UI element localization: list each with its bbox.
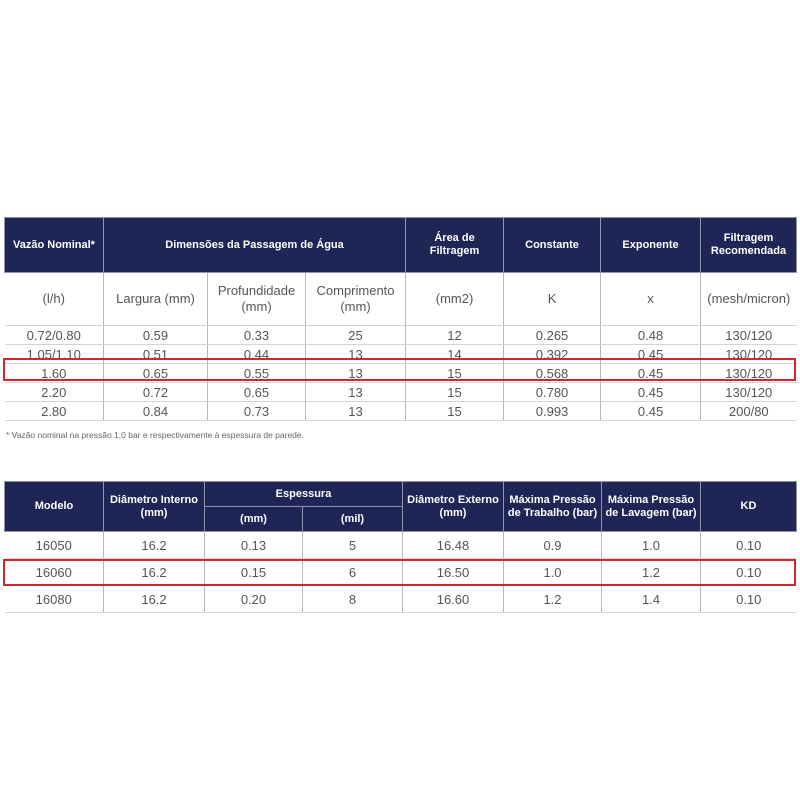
table-cell: 16.60 (403, 586, 504, 613)
table-cell: 0.20 (205, 586, 303, 613)
table-cell: 0.84 (104, 402, 208, 421)
table-cell: 0.65 (104, 364, 208, 383)
header-pressao-lavagem: Máxima Pressão de Lavagem (bar) (602, 482, 701, 532)
table-row (5, 532, 797, 559)
table-cell: 0.51 (104, 345, 208, 364)
table-cell: 0.73 (208, 402, 306, 421)
table-cell: 0.33 (208, 326, 306, 345)
unit-cell: K (504, 273, 601, 326)
table-cell: 0.44 (208, 345, 306, 364)
table-cell: 13 (306, 364, 406, 383)
units-row (5, 273, 797, 326)
table-cell: 200/80 (701, 402, 797, 421)
table-cell: 0.45 (601, 383, 701, 402)
header-filtragem: Filtragem Recomendada (701, 218, 797, 273)
table-cell: 0.55 (208, 364, 306, 383)
unit-cell: (mesh/micron) (701, 273, 797, 326)
table-row (5, 326, 797, 345)
table-cell: 0.65 (208, 383, 306, 402)
table-cell: 0.45 (601, 364, 701, 383)
unit-cell: Profundidade (mm) (208, 273, 306, 326)
table-cell: 2.80 (5, 402, 104, 421)
table-cell: 15 (406, 383, 504, 402)
highlight-box-row-16060 (3, 559, 796, 586)
unit-cell: Comprimento (mm) (306, 273, 406, 326)
table-cell: 0.265 (504, 326, 601, 345)
table-cell: 12 (406, 326, 504, 345)
table-cell: 130/120 (701, 345, 797, 364)
table-cell: 16.48 (403, 532, 504, 559)
header-espessura: Espessura (205, 482, 403, 507)
header-diametro-externo: Diâmetro Externo (mm) (403, 482, 504, 532)
table-cell: 1.0 (602, 532, 701, 559)
table-cell: 16060 (5, 559, 104, 586)
table-cell: 15 (406, 364, 504, 383)
table-cell: 25 (306, 326, 406, 345)
table-row (5, 383, 797, 402)
table-cell: 0.72/0.80 (5, 326, 104, 345)
table-cell: 8 (303, 586, 403, 613)
table-cell: 16050 (5, 532, 104, 559)
header-modelo: Modelo (5, 482, 104, 532)
table-cell: 0.993 (504, 402, 601, 421)
table-cell: 15 (406, 402, 504, 421)
table-cell: 0.392 (504, 345, 601, 364)
table-cell: 1.4 (602, 586, 701, 613)
table-cell: 16080 (5, 586, 104, 613)
table-cell: 0.59 (104, 326, 208, 345)
table-cell: 130/120 (701, 383, 797, 402)
table-cell: 2.20 (5, 383, 104, 402)
header-expoente: Exponente (601, 218, 701, 273)
table-cell: 1.2 (602, 559, 701, 586)
table-cell: 130/120 (701, 326, 797, 345)
table-cell: 0.10 (701, 559, 797, 586)
header-pressao-trabalho: Máxima Pressão de Trabalho (bar) (504, 482, 602, 532)
table-cell: 13 (306, 383, 406, 402)
table-cell: 1.05/1.10 (5, 345, 104, 364)
table-cell: 1.60 (5, 364, 104, 383)
unit-cell: (l/h) (5, 273, 104, 326)
table-cell: 16.2 (104, 559, 205, 586)
table-row (5, 586, 797, 613)
table-cell: 16.2 (104, 586, 205, 613)
unit-cell: x (601, 273, 701, 326)
table-cell: 16.50 (403, 559, 504, 586)
table-cell: 16.2 (104, 532, 205, 559)
model-specs-table (4, 481, 797, 613)
table-cell: 5 (303, 532, 403, 559)
table-cell: 0.48 (601, 326, 701, 345)
table-row (5, 402, 797, 421)
table-cell: 1.2 (504, 586, 602, 613)
table-cell: 0.10 (701, 586, 797, 613)
header-dimensoes: Dimensões da Passagem de Água (104, 218, 406, 273)
table-cell: 130/120 (701, 364, 797, 383)
table-cell: 6 (303, 559, 403, 586)
header-kd: KD (701, 482, 797, 532)
footnote: * Vazão nominal na pressão 1,0 bar e respectivamente à espessura de parede. (6, 430, 304, 440)
table-cell: 14 (406, 345, 504, 364)
table-cell: 1.0 (504, 559, 602, 586)
table-cell: 0.568 (504, 364, 601, 383)
table-cell: 0.10 (701, 532, 797, 559)
table-cell: 0.45 (601, 402, 701, 421)
table-cell: 0.45 (601, 345, 701, 364)
flow-specs-table (4, 217, 797, 421)
table-cell: 0.15 (205, 559, 303, 586)
table-cell: 0.780 (504, 383, 601, 402)
header-espessura-mil: (mil) (303, 507, 403, 532)
table-cell: 13 (306, 402, 406, 421)
table-cell: 0.13 (205, 532, 303, 559)
table-cell: 13 (306, 345, 406, 364)
header-espessura-mm: (mm) (205, 507, 303, 532)
table-cell: 0.72 (104, 383, 208, 402)
unit-cell: (mm2) (406, 273, 504, 326)
highlight-box-row-1-60 (3, 358, 796, 381)
header-vazao-nominal: Vazão Nominal* (5, 218, 104, 273)
unit-cell: Largura (mm) (104, 273, 208, 326)
header-constante: Constante (504, 218, 601, 273)
table-cell: 0.9 (504, 532, 602, 559)
header-diametro-interno: Diâmetro Interno (mm) (104, 482, 205, 532)
header-area-filtragem: Área de Filtragem (406, 218, 504, 273)
